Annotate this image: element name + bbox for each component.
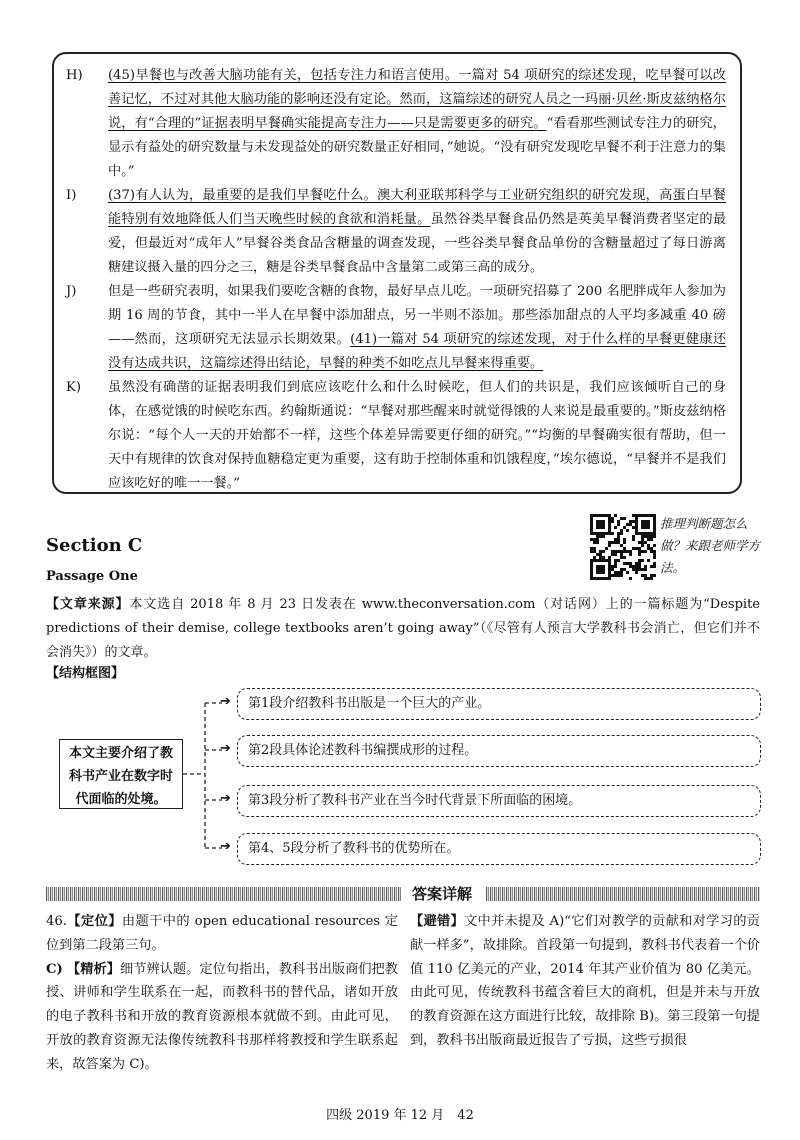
locate-text: 由题干中的 open educational resources 定位到第二段第三句。 bbox=[46, 914, 398, 953]
avoid-error-text: 文中并未提及 A)“它们对教学的贡献和对学习的贡献一样多”，故排除。首段第一句提到，教科书代表着一个价值 110 亿美元的产业，2014 年其产业价值为 80 亿美元。由此可见，传统教科书蕴含着巨大的商机，但是并未与开放的教育资源在这方面进行比较，故排除 B)。第三段第一句提到，教科书出版商最近报告了亏损，这些亏损很 bbox=[410, 914, 760, 1048]
passage-title: Passage One bbox=[46, 569, 138, 584]
decorative-stripe bbox=[486, 887, 760, 901]
sentence: 虽然没有确凿的证据表明我们到底应该吃什么和什么时候吃，但人们的共识是，我们应该倾听自己的身体，在感觉饿的时候吃东西。约翰斯通说：“早餐对那些醒来时就觉得饿的人来说是最重要的。”斯皮兹纳格尔说：“每个人一天的开始都不一样，这些个体差异需要更仔细的研究。”“均衡的早餐确实很有帮助，但一天中有规律的饮食对保持血糖稳定更为重要，这有助于控制体重和饥饿程度，”埃尔德说，“早餐并不是我们应该吃好的唯一一餐。” bbox=[108, 380, 726, 491]
structure-main-box: 本文主要介绍了教科书产业在数字时代面临的处境。 bbox=[59, 739, 183, 809]
sentence: “看看那些测试专注力的研究，显示有益处的研究数量与未发现益处的研究数量正好相同，”她说。“没有研究发现吃早餐不利于注意力的集中。” bbox=[108, 116, 726, 179]
avoid-error-tag: 【避错】 bbox=[410, 914, 465, 929]
underlined-sentence: (41)一篇对 54 项研究的综述发现，对于什么样的早餐更健康还没有达成共识，这篇综述得出结论，早餐的种类不如吃点儿早餐来得重要。 bbox=[108, 332, 727, 371]
avoid-error-paragraph bbox=[410, 910, 760, 1053]
analysis-tag: 【精析】 bbox=[67, 961, 120, 977]
decorative-stripe bbox=[46, 887, 402, 901]
answer-header-bar bbox=[46, 883, 760, 905]
arrow-icon: ➔ bbox=[220, 741, 231, 756]
arrow-icon: ➔ bbox=[220, 791, 231, 806]
structure-branch-1: 第1段介绍教科书出版是一个巨大的产业。 bbox=[237, 688, 761, 720]
locate-tag: 【定位】 bbox=[66, 914, 122, 929]
paragraph-label: J) bbox=[66, 284, 77, 299]
question-number: 46. bbox=[46, 914, 67, 929]
answer-right-column bbox=[410, 910, 760, 1053]
structure-branch-4: 第4、5段分析了教科书的优势所在。 bbox=[237, 833, 761, 865]
paragraph-label: I) bbox=[66, 188, 77, 203]
structure-label: 【结构框图】 bbox=[46, 666, 125, 681]
answer-title: 答案详解 bbox=[412, 885, 473, 903]
qr-note: 推理判断题怎么做？来跟老师学方法。 bbox=[660, 516, 761, 575]
underlined-sentence: (37)有人认为，最重要的是我们早餐吃什么。澳大利亚联邦科学与工业研究组织的研究发现，高蛋白早餐能特别有效地降低人们当天晚些时候的食欲和消耗量。 bbox=[108, 188, 726, 227]
arrow-icon: ➔ bbox=[220, 694, 231, 709]
sentence: 虽然谷类早餐食品仍然是英美早餐消费者坚定的最爱，但最近对“成年人”早餐谷类食品含糖量的调查发现，一些谷类早餐食品单份的含糖量超过了每日游离糖建议摄入量的四分之三，糖是谷类早餐食品中含量第二或第三高的成分。 bbox=[108, 212, 727, 275]
section-title: Section C bbox=[46, 535, 143, 556]
analysis-paragraph bbox=[46, 958, 398, 1077]
structure-branch-2: 第2段具体论述教科书编撰成形的过程。 bbox=[237, 735, 761, 767]
arrow-icon: ➔ bbox=[220, 839, 231, 854]
paragraph-label: K) bbox=[66, 380, 81, 395]
paragraph-label: H) bbox=[66, 68, 83, 83]
source-text: 本文选自 2018 年 8 月 23 日发表在 www.theconversation.com（对话网）上的一篇标题为“Despite predictions of their demise, college textbooks aren’t going away”（《尽管有人预言大学教科书会消亡，但它们并不会消失》）的文章。 bbox=[46, 597, 760, 660]
locate-paragraph bbox=[46, 910, 398, 958]
structure-branch-3: 第3段分析了教科书产业在当今时代背景下所面临的困境。 bbox=[237, 785, 761, 817]
answer-left-column bbox=[46, 910, 398, 1077]
answer-choice: C) bbox=[46, 961, 63, 977]
sentence: 但是一些研究表明，如果我们要吃含糖的食物，最好早点儿吃。一项研究招募了 200 名肥胖成年人参加为期 16 周的节食，其中一半人在早餐中添加甜点，另一半则不添加。那些添加甜点的人平均多减重 40 磅——然而，这项研究无法显示长期效果。 bbox=[108, 284, 726, 347]
source-label: 【文章来源】 bbox=[46, 597, 130, 612]
analysis-text: 细节辨认题。定位句指出，教科书出版商们把教授、讲师和学生联系在一起，而教科书的替代品，诸如开放的电子教科书和开放的教育资源根本就做不到。由此可见，开放的教育资源无法像传统教科书那样将教授和学生联系起来，故答案为 C)。 bbox=[46, 961, 398, 1072]
underlined-sentence: (45)早餐也与改善大脑功能有关，包括专注力和语言使用。一篇对 54 项研究的综述发现，吃早餐可以改善记忆，不过对其他大脑功能的影响还没有定论。然而，这篇综述的研究人员之一玛丽·贝丝·斯皮兹纳格尔说，有“合理的”证据表明早餐确实能提高专注力——只是需要更多的研究。 bbox=[108, 68, 726, 131]
page-footer: 四级 2019 年 12 月 42 bbox=[326, 1108, 474, 1123]
